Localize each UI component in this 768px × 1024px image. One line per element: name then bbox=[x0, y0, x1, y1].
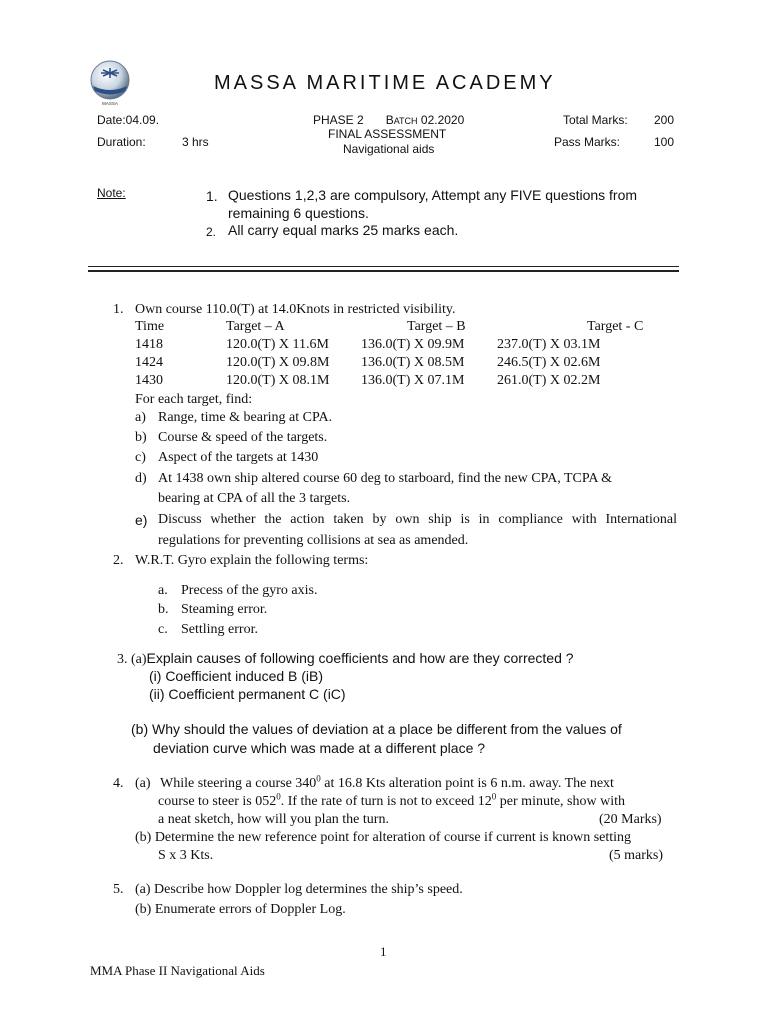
q1-part-a-label: a) bbox=[135, 410, 146, 425]
question-4b-line2: S x 3 Kts. bbox=[158, 848, 214, 863]
degree-sup: 0 bbox=[491, 791, 497, 802]
question-2-number: 2. bbox=[113, 553, 124, 568]
duration-label: Duration: bbox=[97, 135, 146, 149]
table-cell: 136.0(T) X 07.1M bbox=[361, 373, 465, 388]
table-cell: 120.0(T) X 08.1M bbox=[226, 373, 330, 388]
question-3b-line1: (b) Why should the values of deviation at a place be different from the values of bbox=[131, 721, 622, 737]
q4-a2-mid: . If the rate of turn is not to exceed 12 bbox=[280, 794, 492, 809]
table-header: Target - C bbox=[587, 319, 644, 334]
table-header: Target – B bbox=[407, 319, 466, 334]
q2-part-b-text: Steaming error. bbox=[181, 602, 268, 617]
table-cell: 246.5(T) X 02.6M bbox=[497, 355, 601, 370]
note-2-num: 2. bbox=[206, 225, 217, 239]
academy-logo bbox=[88, 60, 134, 106]
question-5b: (b) Enumerate errors of Doppler Log. bbox=[135, 902, 346, 917]
q1-part-e-line2: regulations for preventing collisions at sea as amended. bbox=[158, 533, 469, 548]
divider-rule bbox=[88, 270, 679, 272]
note-1-num: 1. bbox=[206, 188, 218, 204]
q1-part-b-text: Course & speed of the targets. bbox=[158, 430, 328, 445]
question-2-intro: W.R.T. Gyro explain the following terms: bbox=[135, 553, 369, 568]
phase: PHASE 2 bbox=[313, 113, 364, 127]
question-4a-marks: (20 Marks) bbox=[599, 812, 662, 827]
question-4-number: 4. bbox=[113, 776, 124, 791]
pass-marks-label: Pass Marks: bbox=[554, 135, 621, 149]
for-each-label: For each target, find: bbox=[135, 392, 253, 407]
exam-subject: Navigational aids bbox=[343, 142, 435, 156]
question-4a-line1 bbox=[160, 773, 614, 792]
question-1-intro: Own course 110.0(T) at 14.0Knots in restricted visibility. bbox=[135, 302, 456, 317]
question-4b-marks: (5 marks) bbox=[609, 848, 664, 863]
table-header: Time bbox=[135, 319, 165, 334]
question-3-prefix: 3. (a) bbox=[117, 652, 147, 667]
q1-part-b-label: b) bbox=[135, 430, 147, 445]
table-cell: 120.0(T) X 11.6M bbox=[226, 337, 329, 352]
question-3-line bbox=[117, 650, 574, 668]
q2-part-a-label: a. bbox=[158, 583, 168, 598]
logo-text: MASSA bbox=[102, 101, 118, 106]
q4-a2-pre: course to steer is 052 bbox=[158, 794, 277, 809]
table-cell: 120.0(T) X 09.8M bbox=[226, 355, 330, 370]
q2-part-c-label: c. bbox=[158, 622, 168, 637]
footer-doc-name: MMA Phase II Navigational Aids bbox=[90, 963, 265, 978]
q4-a1-pre: While steering a course 340 bbox=[160, 776, 317, 791]
q1-part-a-text: Range, time & bearing at CPA. bbox=[158, 410, 333, 425]
question-5-number: 5. bbox=[113, 882, 124, 897]
question-4b-line1: (b) Determine the new reference point for alteration of course if current is known setting bbox=[135, 830, 632, 845]
batch-number: 02.2020 bbox=[417, 113, 465, 127]
batch-small: ATCH bbox=[393, 116, 418, 126]
page-number: 1 bbox=[380, 944, 387, 959]
question-4a-label: (a) bbox=[135, 776, 151, 791]
exam-date: Date:04.09. bbox=[97, 113, 160, 127]
q4-a1-post: at 16.8 Kts alteration point is 6 n.m. away. The next bbox=[320, 776, 614, 791]
q1-part-d-label: d) bbox=[135, 471, 147, 486]
q1-part-e-line1: Discuss whether the action taken by own ship is in compliance with International bbox=[158, 512, 677, 527]
table-cell: 136.0(T) X 08.5M bbox=[361, 355, 465, 370]
note-label: Note: bbox=[97, 186, 126, 200]
q1-part-d-line2: bearing at CPA of all the 3 targets. bbox=[158, 491, 351, 506]
q1-part-c-text: Aspect of the targets at 1430 bbox=[158, 450, 319, 465]
note-2-line1: All carry equal marks 25 marks each. bbox=[228, 222, 459, 238]
q4-a2-post: per minute, show with bbox=[496, 794, 626, 809]
q2-part-b-label: b. bbox=[158, 602, 169, 617]
phase-label bbox=[313, 113, 464, 127]
q1-part-e-label: e) bbox=[135, 512, 148, 528]
q2-part-a-text: Precess of the gyro axis. bbox=[181, 583, 318, 598]
question-3b-line2: deviation curve which was made at a different place ? bbox=[153, 740, 486, 756]
q2-part-c-text: Settling error. bbox=[181, 622, 258, 637]
question-1-number: 1. bbox=[113, 302, 124, 317]
pass-marks-value: 100 bbox=[654, 135, 675, 149]
batch-prefix: B bbox=[385, 113, 394, 127]
q1-part-c-label: c) bbox=[135, 450, 146, 465]
table-cell: 1424 bbox=[135, 355, 163, 370]
question-4a-line3: a neat sketch, how will you plan the turn. bbox=[158, 812, 389, 827]
academy-title: MASSA MARITIME ACADEMY bbox=[214, 72, 556, 94]
question-3a-text: Explain causes of following coefficients and how are they corrected ? bbox=[146, 650, 574, 666]
total-marks-label: Total Marks: bbox=[563, 113, 628, 127]
table-cell: 261.0(T) X 02.2M bbox=[497, 373, 601, 388]
degree-sup: 0 bbox=[316, 773, 321, 784]
q1-part-d-line1: At 1438 own ship altered course 60 deg to starboard, find the new CPA, TCPA & bbox=[158, 471, 613, 486]
divider-rule bbox=[88, 266, 679, 267]
table-header: Target – A bbox=[226, 319, 285, 334]
note-1-line2: remaining 6 questions. bbox=[228, 205, 369, 221]
question-3a-sub-i: (i) Coefficient induced B (iB) bbox=[149, 668, 324, 684]
note-1-line1: Questions 1,2,3 are compulsory, Attempt any FIVE questions from bbox=[228, 187, 638, 203]
table-cell: 1418 bbox=[135, 337, 163, 352]
exam-type: FINAL ASSESSMENT bbox=[328, 127, 447, 141]
question-4a-line2 bbox=[158, 791, 626, 810]
total-marks-value: 200 bbox=[654, 113, 675, 127]
question-3a-sub-ii: (ii) Coefficient permanent C (iC) bbox=[149, 686, 346, 702]
degree-sup: 0 bbox=[276, 791, 281, 802]
table-cell: 237.0(T) X 03.1M bbox=[497, 337, 601, 352]
table-cell: 136.0(T) X 09.9M bbox=[361, 337, 465, 352]
question-5a: (a) Describe how Doppler log determines the ship’s speed. bbox=[135, 882, 463, 897]
table-cell: 1430 bbox=[135, 373, 163, 388]
duration-value: 3 hrs bbox=[182, 135, 209, 149]
